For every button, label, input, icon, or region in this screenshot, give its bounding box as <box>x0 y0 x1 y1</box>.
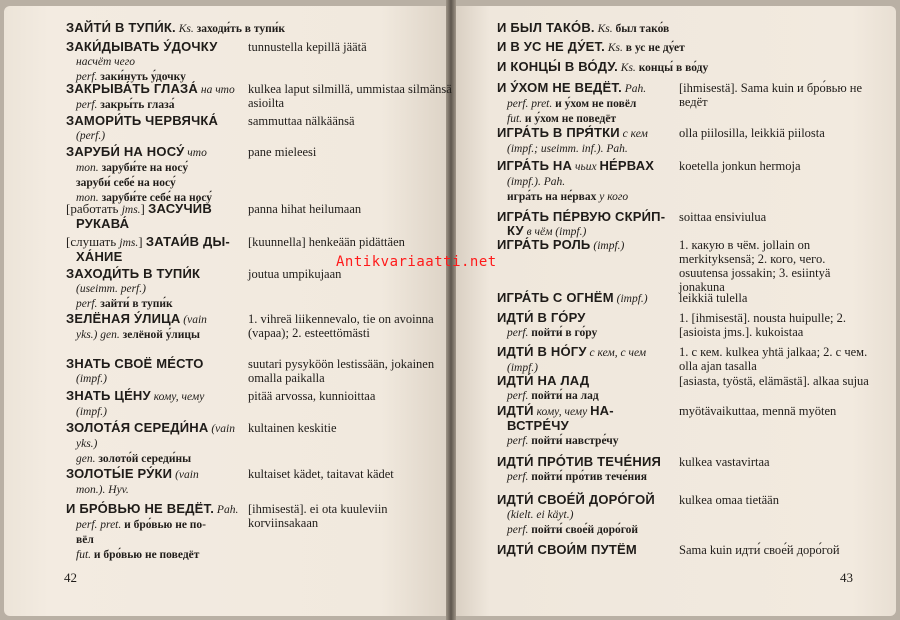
grammar-note: кому, чему <box>533 406 591 418</box>
grammar-note: gen. <box>76 453 99 465</box>
grammar-note: (kielt. ei käyt.) <box>507 509 574 521</box>
grammar-note: yks.) gen. <box>76 329 123 341</box>
headword-text: ИГРА́ТЬ РОЛЬ <box>497 237 591 252</box>
grammar-note: yks.) <box>76 438 98 450</box>
russian-form: и у́хом не повёл <box>555 98 637 110</box>
russian-form: пойти́ навстре́чу <box>531 435 619 447</box>
entry-translation: [kuunnella] henkeään pidättäen <box>248 235 405 249</box>
headword-text: ЗОЛОТА́Я СЕРЕДИ́НА <box>66 420 209 435</box>
entry-translation: kultainen keskitie <box>248 421 337 435</box>
grammar-note: fut. <box>76 549 94 561</box>
entry-headword <box>497 21 877 36</box>
grammar-note: (perf.) <box>76 130 106 142</box>
headword-line <box>497 388 667 403</box>
russian-form: заки́нуть у́дочку <box>100 71 186 83</box>
russian-form: пойти́ в го́ру <box>531 327 598 339</box>
russian-form: был тако́в <box>615 23 670 35</box>
headword-text: ИДТИ́ СВОИ́М ПУТЁМ <box>497 542 637 557</box>
headword-line <box>66 547 236 562</box>
grammar-note: perf. <box>507 390 532 402</box>
headword-line <box>66 250 236 264</box>
grammar-note: в чём (impf.) <box>523 226 587 238</box>
grammar-note: насчёт чего <box>76 56 136 68</box>
grammar-note: кому, чему <box>150 391 205 403</box>
headword-text: И В УС НЕ ДУ́ЕТ. <box>497 39 605 54</box>
grammar-note: (impf.) <box>76 373 107 385</box>
grammar-note: чьих <box>572 161 600 173</box>
russian-form: вёл <box>76 534 94 546</box>
grammar-note: fut. <box>507 113 525 125</box>
headword-line <box>66 532 236 547</box>
headword-line <box>66 145 236 160</box>
entry-headword <box>497 493 667 537</box>
headword-line <box>497 419 667 433</box>
russian-form: заруби́те себе́ на носу́ <box>101 192 213 204</box>
russian-form: игра́ть на не́рвах <box>507 191 597 203</box>
entry-translation: pitää arvossa, kunnioittaa <box>248 389 376 403</box>
grammar-note: на что <box>197 84 235 96</box>
headword-line <box>497 311 667 325</box>
entry-headword <box>66 40 236 84</box>
entry-translation: 1. с кем. kulkea yhtä jalkaa; 2. с чем. olla ajan tasalla <box>679 345 868 373</box>
entry-translation: 1. vihreä liikennevalo, tie on avoinna (vapaa); 2. esteettömästi <box>248 312 434 340</box>
headword-line <box>497 455 667 469</box>
entry-headword <box>497 159 667 204</box>
entry-headword <box>497 60 877 75</box>
grammar-note: perf. <box>507 471 532 483</box>
headword-text: ХА́НИЕ <box>76 249 123 264</box>
entry-headword <box>497 311 667 340</box>
entry-headword <box>497 210 667 239</box>
headword-text: ЗАТАИ́В ДЫ- <box>145 234 230 249</box>
entry-translation: pane mieleesi <box>248 145 317 159</box>
grammar-note: perf. <box>76 298 101 310</box>
entry-translation: [ihmisestä]. Sama kuin и бро́вью не ведёт <box>679 81 863 109</box>
grammar-note: perf. <box>76 71 101 83</box>
grammar-note: (impf.; useimm. inf.). Pah. <box>507 143 628 155</box>
headword-line <box>497 40 877 55</box>
grammar-note: (impf.) <box>613 293 648 305</box>
headword-line <box>497 21 877 36</box>
grammar-note: (impf.) <box>590 240 625 252</box>
headword-line <box>497 291 667 306</box>
headword-text: НЕ́РВАХ <box>599 158 655 173</box>
entry-headword <box>497 374 667 403</box>
entry-translation: leikkiä tulella <box>679 291 748 305</box>
entry-translation: tunnustella kepillä jäätä <box>248 40 367 54</box>
russian-form: зелёной у́лицы <box>122 329 200 341</box>
russian-form: зайти́ в тупи́к <box>100 298 173 310</box>
russian-form: пойти́ про́тив тече́ния <box>531 471 647 483</box>
grammar-note: (impf.) <box>507 362 538 374</box>
grammar-note: mon.). Hyv. <box>76 484 129 496</box>
headword-line <box>66 128 236 143</box>
grammar-note: (vain <box>208 423 235 435</box>
headword-line <box>66 82 236 97</box>
headword-line <box>66 160 236 175</box>
headword-text: ЗАКРЫВА́ТЬ ГЛАЗА́ <box>66 81 198 96</box>
headword-line <box>497 469 667 484</box>
bracket-text: [работать <box>66 201 122 216</box>
entry-translation: sammuttaa nälkäänsä <box>248 114 355 128</box>
grammar-note: с кем, с чем <box>586 347 647 359</box>
headword-line <box>66 97 236 112</box>
grammar-note: с кем <box>619 128 648 140</box>
headword-line <box>66 421 236 436</box>
headword-text: ИГРА́ТЬ С ОГНЁМ <box>497 290 614 305</box>
grammar-note: Ks. <box>594 23 616 35</box>
entry-translation: suutari pysyköön lestissään, jokainen omalla paikalla <box>248 357 435 385</box>
headword-line <box>497 238 667 253</box>
entry-headword <box>497 238 667 253</box>
entry-headword <box>66 82 236 112</box>
grammar-note: perf. <box>507 327 532 339</box>
entry-translation: kulkea omaa tietään <box>679 493 779 507</box>
headword-text: И БРО́ВЬЮ НЕ ВЕДЁТ. <box>66 501 215 516</box>
bracket-text: ] <box>140 201 149 216</box>
entry-headword <box>66 357 236 386</box>
entry-headword <box>66 202 236 231</box>
headword-line <box>497 325 667 340</box>
bracket-text: ] <box>138 234 146 249</box>
entry-translation: panna hihat heilumaan <box>248 202 362 216</box>
grammar-note: у кого <box>596 191 629 203</box>
headword-text: ИДТИ́ ПРО́ТИВ ТЕЧЕ́НИЯ <box>497 454 662 469</box>
headword-line <box>497 543 667 557</box>
headword-text: ИДТИ́ В ГО́РУ <box>497 310 586 325</box>
russian-form: золото́й середи́ны <box>98 453 192 465</box>
entry-headword <box>66 389 236 419</box>
headword-text: ЗАХОДИ́ТЬ В ТУПИ́К <box>66 266 201 281</box>
headword-text: ИГРА́ТЬ ПЕ́РВУЮ СКРИ́П- <box>497 209 666 224</box>
headword-text: И КОНЦЫ́ В ВО́ДУ. <box>497 59 618 74</box>
entry-translation: olla piilosilla, leikkiä piilosta <box>679 126 825 140</box>
entry-headword <box>66 114 236 143</box>
grammar-note: perf. pret. <box>76 519 125 531</box>
headword-text: И У́ХОМ НЕ ВЕДЁТ. <box>497 80 622 95</box>
headword-line <box>497 141 667 156</box>
headword-text: И БЫЛ ТАКО́В. <box>497 20 595 35</box>
headword-line <box>497 522 667 537</box>
headword-text: ЗЕЛЁНАЯ У́ЛИЦА <box>66 311 181 326</box>
entry-headword <box>497 455 667 484</box>
headword-text: ИДТИ́ НА ЛАД <box>497 373 590 388</box>
grammar-note: (impf.). Pah. <box>507 176 566 188</box>
grammar-note: Ks. <box>617 62 639 74</box>
entry-translation: [ihmisestä]. ei ota kuuleviin korviinsakaan <box>248 502 388 530</box>
headword-line <box>66 21 446 36</box>
headword-line <box>66 202 236 217</box>
headword-text: ЗОЛОТЫ́Е РУ́КИ <box>66 466 173 481</box>
entry-headword <box>497 40 877 55</box>
headword-line <box>497 126 667 141</box>
headword-line <box>497 210 667 224</box>
grammar-note: что <box>184 147 207 159</box>
entry-translation: kulkea vastavirtaa <box>679 455 770 469</box>
entry-headword <box>497 81 667 126</box>
headword-line <box>66 436 236 451</box>
russian-form: заходи́ть в тупи́к <box>196 23 285 35</box>
entry-headword <box>497 345 667 375</box>
russian-form: заруби́те на носу́ <box>101 162 189 174</box>
grammar-note: (impf.) <box>76 406 107 418</box>
headword-line <box>66 114 236 128</box>
grammar-note: perf. <box>76 99 101 111</box>
headword-line <box>66 482 236 497</box>
russian-form: и бро́вью не по- <box>124 519 207 531</box>
entry-translation: soittaa ensiviulua <box>679 210 767 224</box>
headword-text: ИГРА́ТЬ В ПРЯ́ТКИ <box>497 125 620 140</box>
headword-text: НА- <box>590 403 614 418</box>
entry-headword <box>497 543 667 557</box>
grammar-note: perf. <box>507 524 532 536</box>
entry-headword <box>66 421 236 466</box>
headword-text: ЗНАТЬ ЦЕ́НУ <box>66 388 151 403</box>
headword-text: ИДТИ́ СВОЕ́Й ДОРО́ГОЙ <box>497 492 655 507</box>
headword-text: ЗАМОРИ́ТЬ ЧЕРВЯЧКА́ <box>66 113 219 128</box>
entry-headword <box>66 312 236 342</box>
headword-line <box>66 371 236 386</box>
headword-line <box>497 174 667 189</box>
headword-line <box>66 389 236 404</box>
headword-text: ИДТИ́ <box>497 403 534 418</box>
headword-line <box>66 54 236 69</box>
entry-translation: [asiasta, työstä, elämästä]. alkaa sujua <box>679 374 869 388</box>
headword-text: ВСТРЕ́ЧУ <box>507 418 569 433</box>
page-number-right: 43 <box>840 570 853 585</box>
headword-text: ЗАКИ́ДЫВАТЬ У́ДОЧКУ <box>66 39 218 54</box>
russian-form: в ус не ду́ет <box>625 42 685 54</box>
headword-text: ЗАСУЧИ́В <box>148 201 212 216</box>
entry-headword <box>66 21 446 36</box>
headword-line <box>497 433 667 448</box>
entry-headword <box>497 126 667 156</box>
entry-translation: joutua umpikujaan <box>248 267 342 281</box>
headword-line <box>66 357 236 371</box>
entry-translation: kultaiset kädet, taitavat kädet <box>248 467 394 481</box>
headword-line <box>497 507 667 522</box>
grammar-note: (vain <box>180 314 207 326</box>
grammar-note: (vain <box>172 469 199 481</box>
headword-line <box>66 517 236 532</box>
headword-line <box>66 40 236 54</box>
grammar-note: Pah. <box>621 83 647 95</box>
grammar-note: jms. <box>119 237 139 249</box>
headword-line <box>66 501 239 517</box>
headword-line <box>66 175 236 190</box>
headword-line <box>66 467 236 482</box>
page-number-left: 42 <box>64 570 77 585</box>
headword-line <box>66 312 236 327</box>
grammar-note: jms. <box>121 204 141 216</box>
headword-text: ИДТИ́ В НО́ГУ <box>497 344 587 359</box>
entry-translation: Sama kuin идти́ свое́й доро́гой <box>679 543 840 557</box>
headword-line <box>66 281 236 296</box>
headword-line <box>497 60 877 75</box>
headword-line <box>497 81 667 96</box>
russian-form: пойти́ на лад <box>531 390 599 402</box>
headword-text: ЗНАТЬ СВОЁ МЕ́СТО <box>66 356 204 371</box>
russian-form: заруби́ себе́ на носу́ <box>76 177 176 189</box>
headword-text: РУКАВА́ <box>76 216 130 231</box>
headword-line <box>497 159 667 174</box>
headword-line <box>497 96 667 111</box>
headword-line <box>497 189 667 204</box>
entry-headword <box>66 467 236 497</box>
entry-translation: 1. [ihmisestä]. nousta huipulle; 2. [asioista jms.]. kukoistaa <box>679 311 846 339</box>
grammar-note: Pah. <box>214 504 239 516</box>
entry-translation: kulkea laput silmillä, ummistaa silmänsä asioilta <box>248 82 452 110</box>
headword-line <box>66 235 236 250</box>
entry-headword <box>497 404 667 448</box>
watermark: Antikvariaatti.net <box>336 254 497 270</box>
entry-headword <box>497 291 667 306</box>
headword-line <box>66 267 236 281</box>
headword-text: ЗАЙТИ́ В ТУПИ́К. <box>66 20 176 35</box>
entry-translation: koetella jonkun hermoja <box>679 159 801 173</box>
entry-translation: myötävaikuttaa, mennä myöten <box>679 404 837 418</box>
headword-line <box>497 345 667 360</box>
russian-form: и у́хом не поведёт <box>524 113 617 125</box>
headword-line <box>66 217 236 231</box>
bracket-text: [слушать <box>66 234 120 249</box>
headword-line <box>497 374 667 388</box>
entry-translation: 1. какую в чём. jollain on merkityksensä; 2. кого, чего. osuutensa jossakin; 3. esiintyä jonakuna <box>679 238 831 294</box>
headword-line <box>497 493 667 507</box>
grammar-note: Ks. <box>604 42 626 54</box>
headword-text: ЗАРУБИ́ НА НОСУ́ <box>66 144 185 159</box>
russian-form: концы́ в во́ду <box>638 62 709 74</box>
headword-line <box>66 296 236 311</box>
entry-headword <box>66 267 236 311</box>
russian-form: пойти́ свое́й доро́гой <box>531 524 639 536</box>
grammar-note: perf. pret. <box>507 98 556 110</box>
headword-text: ИГРА́ТЬ НА <box>497 158 573 173</box>
headword-line <box>66 404 236 419</box>
grammar-note: mon. <box>76 162 102 174</box>
russian-form: закры́ть глаза́ <box>100 99 175 111</box>
grammar-note: (useimm. perf.) <box>76 283 146 295</box>
grammar-note: mon. <box>76 192 102 204</box>
headword-text: КУ <box>507 223 524 238</box>
headword-line <box>497 404 667 419</box>
headword-line <box>66 327 236 342</box>
entry-headword <box>66 145 236 205</box>
headword-line <box>66 451 236 466</box>
entry-headword <box>66 235 236 264</box>
grammar-note: Ks. <box>175 23 197 35</box>
russian-form: и бро́вью не поведёт <box>93 549 200 561</box>
headword-line <box>497 111 667 126</box>
grammar-note: perf. <box>507 435 532 447</box>
entry-headword <box>66 501 239 562</box>
